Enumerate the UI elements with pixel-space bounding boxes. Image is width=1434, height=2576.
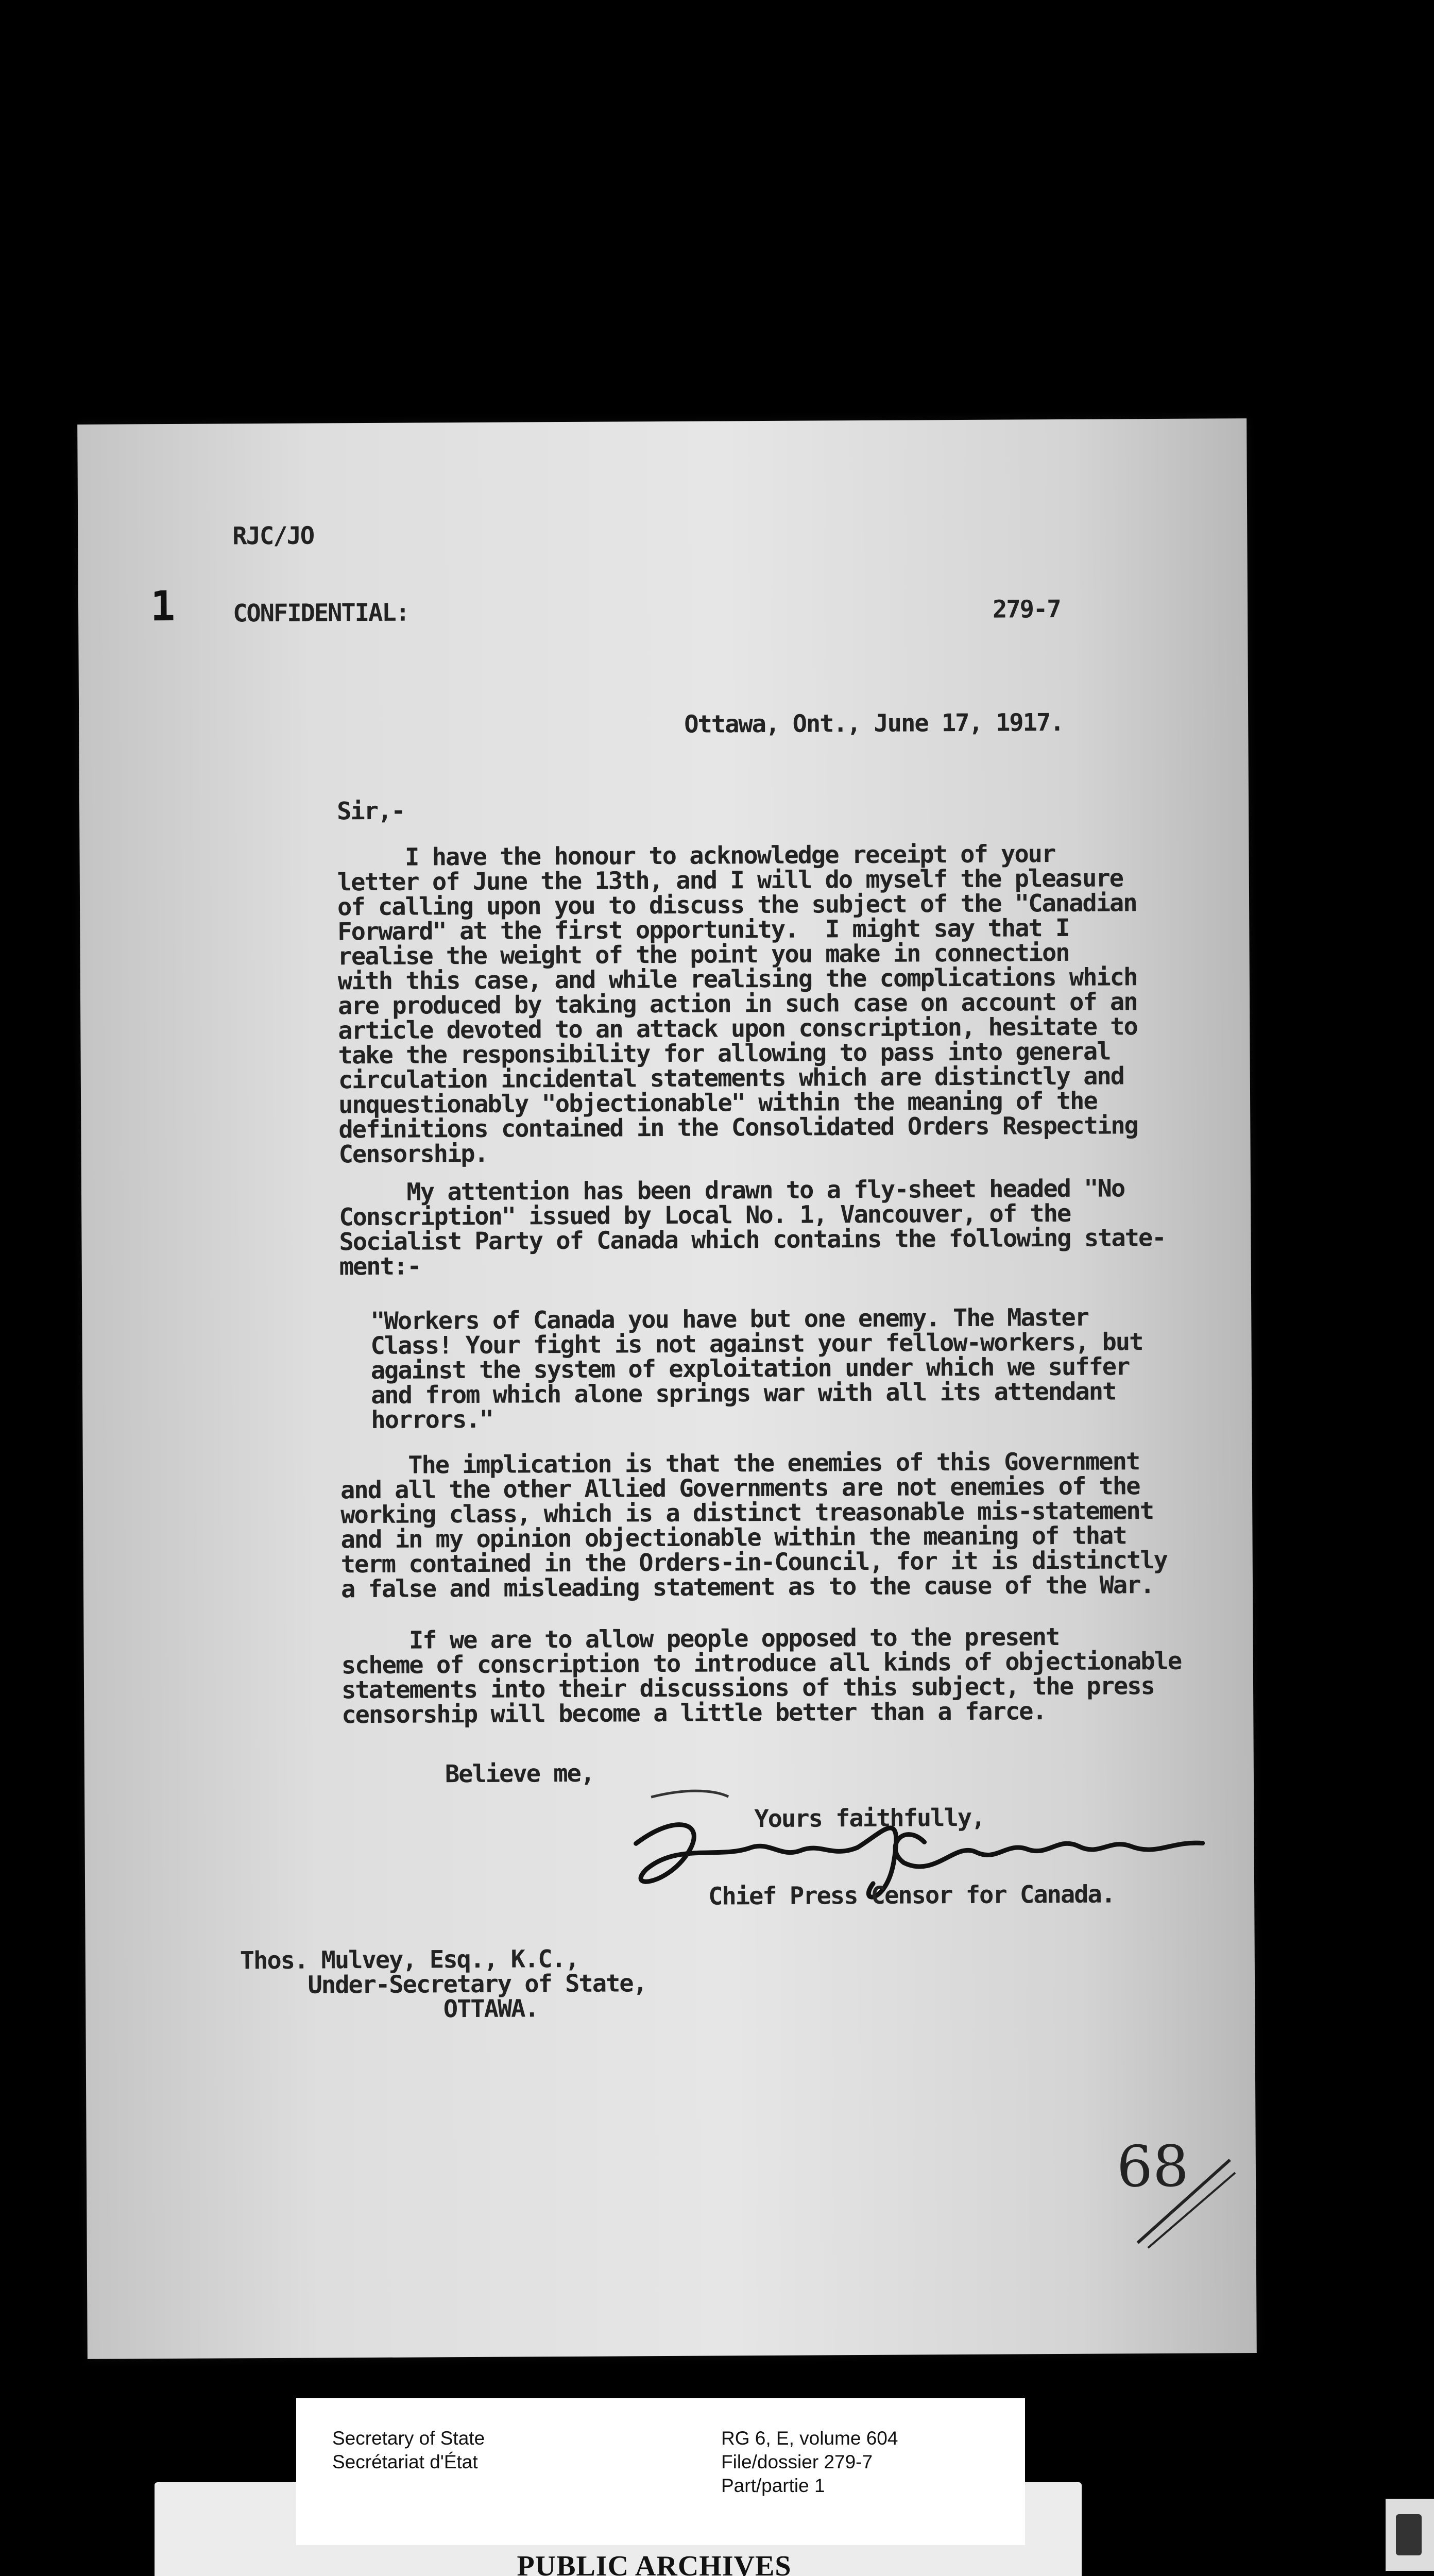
letter-page (77, 418, 1257, 2359)
margin-mark: 1 (150, 582, 175, 631)
classification: CONFIDENTIAL: (232, 598, 409, 628)
dateline: Ottawa, Ont., June 17, 1917. (684, 708, 1064, 739)
department-fr: Secrétariat d'État (332, 2451, 478, 2472)
body-paragraph-1: I have the honour to acknowledge receipt of your letter of June the 13th, and I will do myself the pleasure of calling upon you to discuss the subject of the "Canadian Forward" at the first opportunity. I might say that I realise the weight of the point you make in connection with this case, and while realising the complications which are produced by taking action in such case on account of an article devoted to an attack upon conscription, hesitate to take the responsibility for allowing to pass into general circulation incidental statements which are distinctly and unquestionably "objectionable" within the meaning of the definitions contained in the Consolidated Orders Respecting Censorship. (337, 840, 1138, 1169)
file-number: 279-7 (992, 595, 1061, 624)
stamp-line-1: PUBLIC ARCHIVES (517, 2550, 792, 2576)
body-paragraph-4: If we are to allow people opposed to the present scheme of conscription to introduce all kinds of objectionable statements into their discussions of this subject, the press censorship will become a little better than a farce. (341, 1623, 1182, 1730)
reference-initials: RJC/JO (232, 521, 314, 551)
folio-number-handwritten (1106, 2124, 1240, 2253)
label-department (332, 2427, 485, 2474)
part-partie: Part/partie 1 (721, 2475, 825, 2496)
label-file-reference (721, 2427, 898, 2498)
closing-yours: Yours faithfully, (754, 1803, 985, 1834)
department-en: Secretary of State (332, 2428, 485, 2449)
closing-believe: Believe me, (445, 1759, 594, 1789)
body-paragraph-3: The implication is that the enemies of this Government and all the other Allied Governments are not enemies of the working class, which is a distinct treasonable mis-statement and in my opinion objectionable within the meaning of that term contained in the Orders-in-Council, for it is distinctly a false and misleading statement as to the cause of the War. (340, 1447, 1167, 1604)
quoted-statement: "Workers of Canada you have but one enemy. The Master Class! Your fight is not against your fellow-workers, but against the system of exploitation under which we suffer and from which alone springs war with all its attendant horrors." (370, 1303, 1143, 1435)
file-dossier: File/dossier 279-7 (721, 2451, 873, 2472)
signatory-title: Chief Press Censor for Canada. (708, 1880, 1115, 1911)
edge-tab (1386, 2499, 1434, 2571)
addressee-block: Thos. Mulvey, Esq., K.C., Under-Secretary of State, OTTAWA. (240, 1944, 647, 2025)
salutation: Sir,- (336, 796, 405, 826)
archive-reference-label (296, 2398, 1025, 2545)
body-paragraph-2: My attention has been drawn to a fly-sheet headed "No Conscription" issued by Local No. 1, Vancouver, of the Socialist Party of Canada which contains the following state- ment:- (338, 1174, 1166, 1281)
record-group: RG 6, E, volume 604 (721, 2428, 898, 2449)
public-archives-stamp (0, 2550, 1434, 2576)
folio-number-text: 68 (1116, 2133, 1189, 2200)
